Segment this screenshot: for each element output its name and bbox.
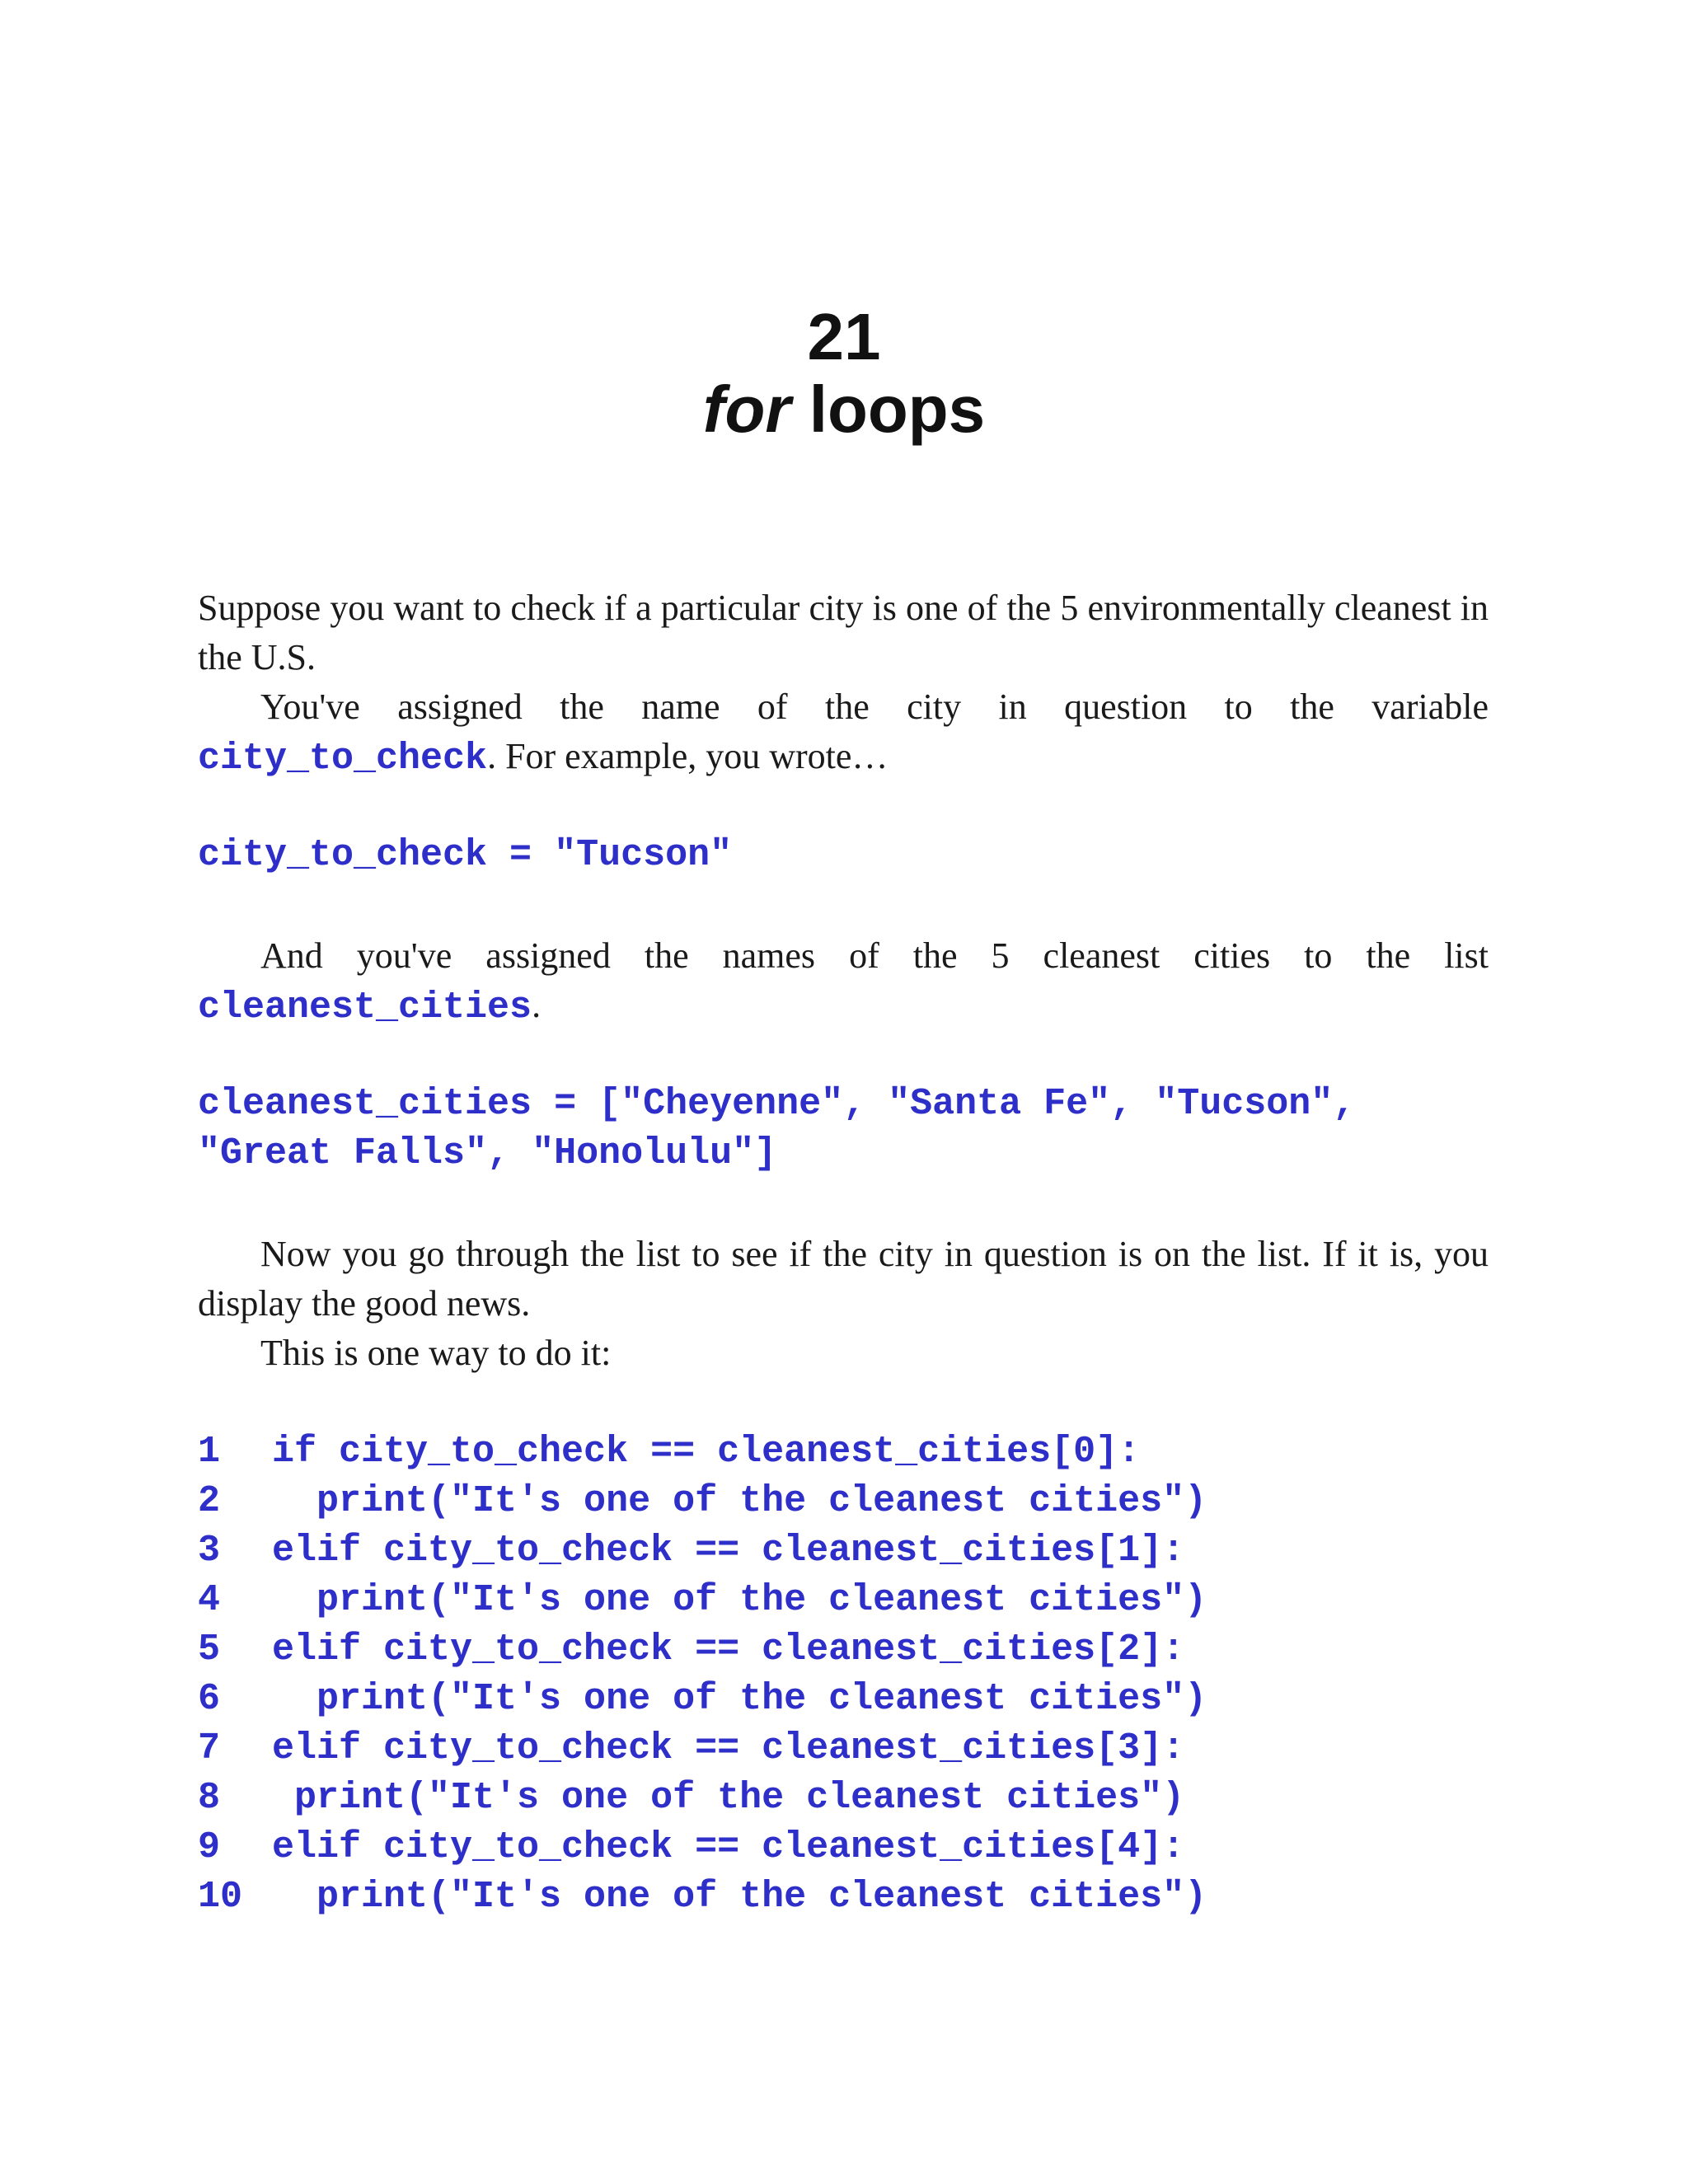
line-number: 10 <box>198 1876 243 1918</box>
inline-code-cleanest-cities: cleanest_cities <box>198 987 532 1029</box>
chapter-heading <box>0 301 1688 446</box>
paragraph-one-way-text: This is one way to do it: <box>260 1333 612 1373</box>
code-listing-line <box>198 1724 1207 1774</box>
code-assign-list-line1: cleanest_cities = ["Cheyenne", "Santa Fe", "Tucson", <box>198 1083 1356 1125</box>
inline-code-city-to-check: city_to_check <box>198 738 488 780</box>
code-text: elif city_to_check == cleanest_cities[1]: <box>272 1530 1185 1572</box>
code-listing-line <box>198 1477 1207 1526</box>
code-text: print("It's one of the cleanest cities") <box>272 1579 1207 1621</box>
code-listing-line <box>198 1823 1207 1872</box>
code-assign-list-line2: "Great Falls", "Honolulu"] <box>198 1132 777 1174</box>
code-text: print("It's one of the cleanest cities") <box>272 1480 1207 1522</box>
code-listing-line <box>198 1675 1207 1724</box>
code-text: if city_to_check == cleanest_cities[0]: <box>272 1431 1141 1473</box>
code-listing-line <box>198 1774 1207 1823</box>
paragraph-go-through-text: Now you go through the list to see if the city in question is on the list. If it is, you display the good news. <box>198 1234 1489 1324</box>
code-text: elif city_to_check == cleanest_cities[2]: <box>272 1629 1185 1671</box>
paragraph-list-text: And you've assigned the names of the 5 cleanest cities to the list <box>260 935 1489 976</box>
code-text: print("It's one of the cleanest cities") <box>272 1876 1207 1918</box>
paragraph-intro: Suppose you want to check if a particular city is one of the 5 environmentally cleanest in the U.S. <box>198 588 1489 677</box>
paragraph-list-line2 <box>198 981 1489 1033</box>
code-listing-line <box>198 1526 1207 1576</box>
paragraph-variable-line1 <box>198 682 1489 732</box>
paragraph-list-rest: . <box>532 985 542 1025</box>
code-listing <box>198 1427 1207 1922</box>
code-text: elif city_to_check == cleanest_cities[3]: <box>272 1727 1185 1769</box>
paragraph-one-way <box>198 1329 1489 1378</box>
paragraph-variable-text: You've assigned the name of the city in question to the variable <box>260 687 1489 727</box>
code-text: print("It's one of the cleanest cities") <box>272 1777 1185 1819</box>
code-listing-line <box>198 1872 1207 1922</box>
chapter-title <box>0 373 1688 446</box>
line-number: 8 <box>198 1777 221 1819</box>
code-listing-line <box>198 1625 1207 1675</box>
chapter-title-italic: for <box>702 373 791 446</box>
paragraph-variable-rest: . For example, you wrote… <box>487 736 889 776</box>
paragraph-go-through <box>198 1230 1489 1329</box>
line-number: 3 <box>198 1530 221 1572</box>
line-number: 9 <box>198 1826 221 1868</box>
line-number: 4 <box>198 1579 221 1621</box>
line-number: 2 <box>198 1480 221 1522</box>
code-listing-line <box>198 1576 1207 1625</box>
code-listing-line <box>198 1427 1207 1477</box>
code-text: print("It's one of the cleanest cities") <box>272 1678 1207 1720</box>
line-number: 5 <box>198 1629 221 1671</box>
chapter-title-rest: loops <box>790 373 986 446</box>
line-number: 7 <box>198 1727 221 1769</box>
code-text: elif city_to_check == cleanest_cities[4]: <box>272 1826 1185 1868</box>
code-assign-city: city_to_check = "Tucson" <box>198 834 733 876</box>
paragraph-list-line1 <box>198 931 1489 981</box>
line-number: 6 <box>198 1678 221 1720</box>
line-number: 1 <box>198 1431 221 1473</box>
chapter-number: 21 <box>807 300 881 373</box>
paragraph-variable-line2 <box>198 732 1489 784</box>
code-assign-list <box>198 1080 1355 1179</box>
